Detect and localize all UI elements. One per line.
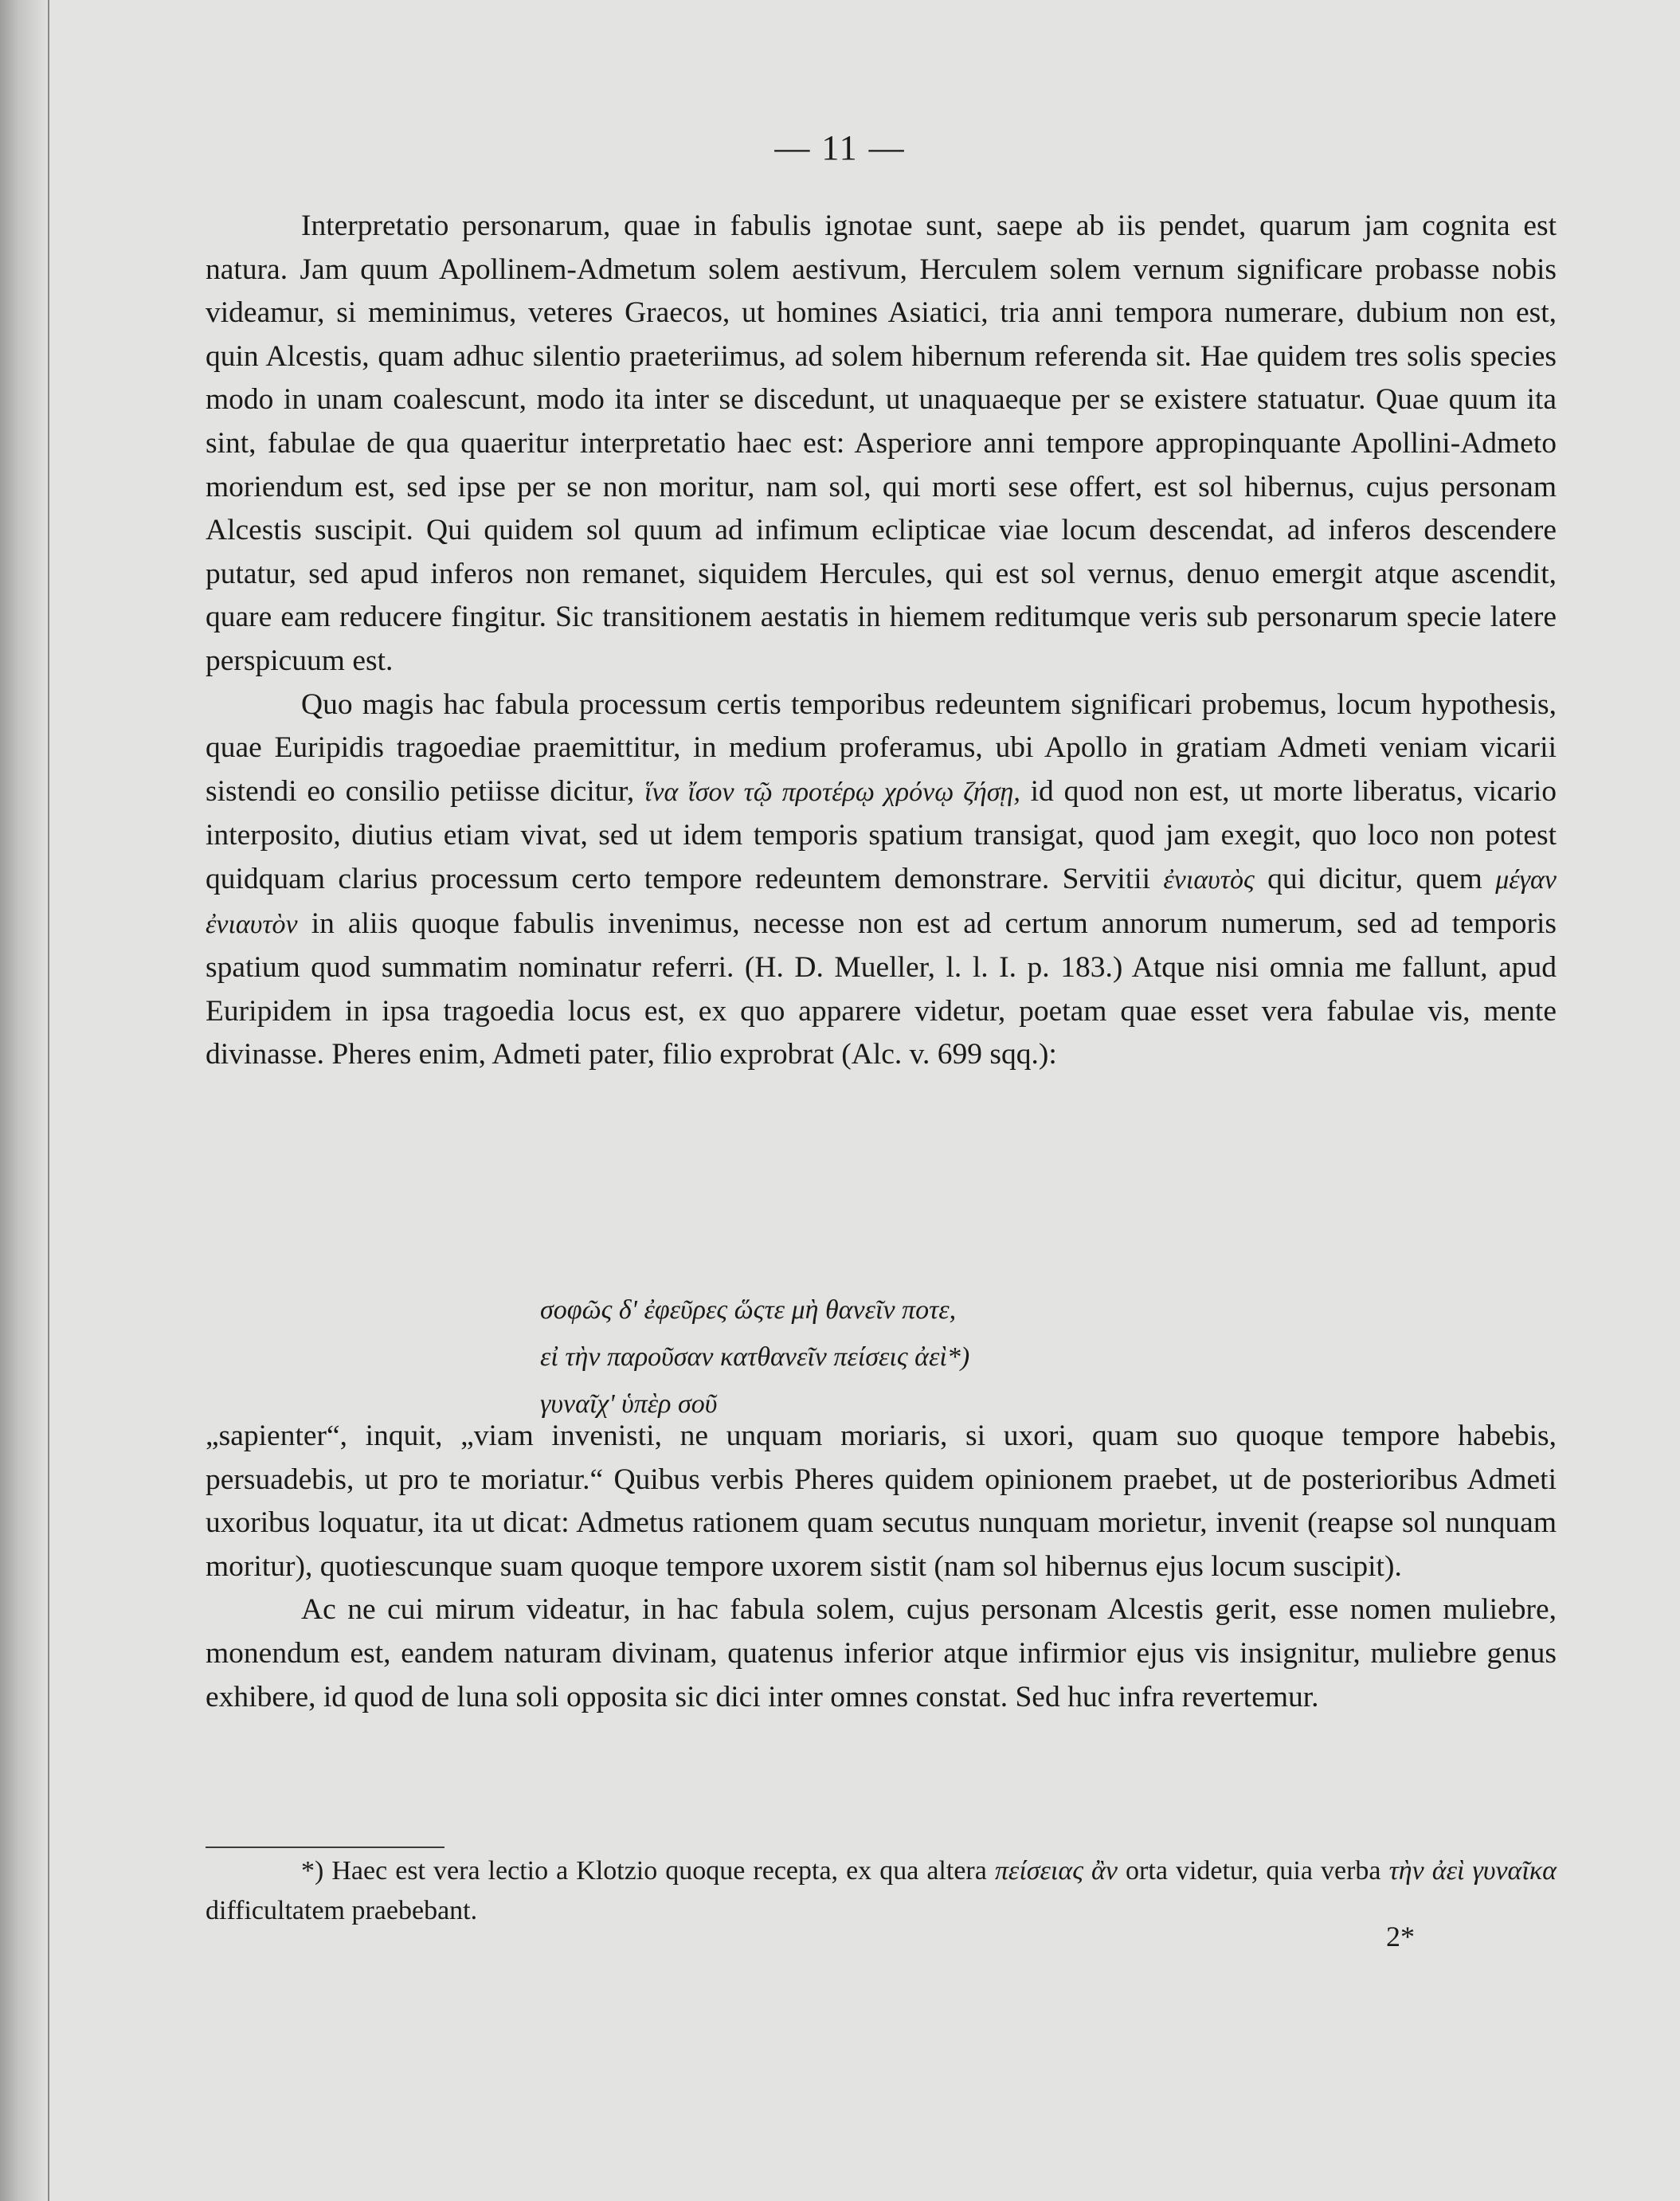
paragraph-3: „sapienter“, inquit, „viam invenisti, ne unquam moriaris, si uxori, quam suo quoque tempore habebis, persuadebis, ut pro te moriatur.“ Quibus verbis Pheres quidem opinionem praebet, ut de posterioribus Admeti uxoribus loquatur, ita ut dicat: Admetus rationem quam secutus nunquam morietur, invenit (reapse sol nunquam moritur), quotiescunque suam quoque tempore uxorem sistit (nam sol hibernus ejus locum suscipit).	[206, 1420, 1557, 1583]
paragraph-2	[206, 683, 1557, 1077]
page-edge	[0, 0, 49, 2201]
greek-term-3: μέγαν ἐνιαυτὸν	[206, 864, 1557, 939]
paragraph-1: Interpretatio personarum, quae in fabulis ignotae sunt, saepe ab iis pendet, quarum jam cognita est natura. Jam quum Apollinem-Admetum solem aestivum, Herculem solem vernum significare probasse nobis videamur, si meminimus, veteres Graecos, ut homines Asiatici, tria anni tempora numerare, dubium non est, quin Alcestis, quam adhuc silentio praeteriimus, ad solem hibernum referenda sit. Hae quidem tres solis species modo in unam coalescunt, modo ita inter se discedunt, ut unaquaeque per se existere statuatur. Quae quum ita sint, fabulae de qua quaeritur interpretatio haec est: Asperiore anni tempore appropinquante Apollini-Admeto moriendum est, sed ipse per se non moritur, nam sol, qui morti sese offert, est sol hibernus, cujus personam Alcestis suscipit. Qui quidem sol quum ad infimum eclipticae viae locum descendat, ad inferos descendere putatur, sed apud inferos non remanet, siquidem Hercules, qui est sol vernus, denuo emergit atque ascendit, quare eam reducere fingitur. Sic transitionem aestatis in hiemem reditumque veris sub personarum specie latere perspicuum est.	[206, 210, 1557, 677]
verse-line-2: εἰ τὴν παροῦσαν κατθανεῖν πείσεις ἀεὶ*)	[540, 1342, 970, 1372]
footnote-greek-2: τὴν ἀεὶ γυναῖκα	[1388, 1856, 1557, 1886]
paragraph-4: Ac ne cui mirum videatur, in hac fabula solem, cujus personam Alcestis gerit, esse nomen muliebre, monendum est, eandem naturam divinam, quatenus inferior atque infirmior ejus vis insignitur, muliebre genus exhibere, id quod de luna soli opposita sic dici inter omnes constat. Sed huc infra revertemur.	[206, 1593, 1557, 1713]
greek-quote-1: ἵνα ἴσον τῷ προτέρῳ χρόνῳ ζήσῃ,	[644, 777, 1020, 807]
footnote	[206, 1851, 1557, 1931]
paragraph-2-part-c: qui dicitur, quem	[1267, 862, 1482, 895]
greek-term-2: ἐνιαυτὸς	[1163, 864, 1255, 895]
greek-verse-quotation	[540, 1289, 969, 1430]
paragraph-2-part-a: Quo magis hac fabula processum certis temporibus redeuntem significari probemus, locum hypothesis, quae Euripidis tragoediae praemittitur, in medium proferamus, ubi Apollo in gratiam Admeti veniam vicarii sistendi eo consilio petiisse dicitur,	[206, 687, 1557, 808]
paragraph-2-part-d: in aliis quoque fabulis invenimus, necesse non est ad certum annorum numerum, sed ad temporis spatium quod summatim nominatur referri. (H. D. Mueller, l. l. I. p. 183.) Atque nisi omnia me fallunt, apud Euripidem in ipsa tragoedia locus est, ex quo apparere videtur, poetam quae esset vera fabulae vis, mente divinasse. Pheres enim, Admeti pater, filio exprobrat (Alc. v. 699 sqq.):	[206, 907, 1557, 1071]
footnote-part-a: *) Haec est vera lectio a Klotzio quoque recepta, ex qua altera	[301, 1856, 987, 1886]
footnote-separator	[206, 1847, 444, 1848]
main-text-block-2	[206, 1415, 1557, 1719]
footnote-greek-1: πείσειας ἂν	[994, 1856, 1118, 1886]
page-number: — 11 —	[774, 128, 906, 167]
verse-line-1: σοφῶς δ' ἐφεῦρες ὥςτε μὴ θανεῖν ποτε,	[540, 1295, 957, 1325]
footnote-part-b: orta videtur, quia verba	[1126, 1856, 1381, 1886]
footnote-part-c: difficultatem praebebant.	[206, 1896, 478, 1925]
page-binding-line	[48, 0, 49, 2201]
main-text-block	[206, 205, 1557, 1077]
signature-mark: 2*	[1386, 1921, 1415, 1952]
paragraph-2-part-b: id quod non est, ut morte liberatus, vicario interposito, diutius etiam vivat, sed ut idem temporis spatium transigat, quod jam exegit, quo loco non potest quidquam clarius processum certo tempore redeuntem demonstrare. Servitii	[206, 774, 1557, 895]
verse-line-3: γυναῖχ' ὑπὲρ σοῦ	[540, 1389, 718, 1419]
